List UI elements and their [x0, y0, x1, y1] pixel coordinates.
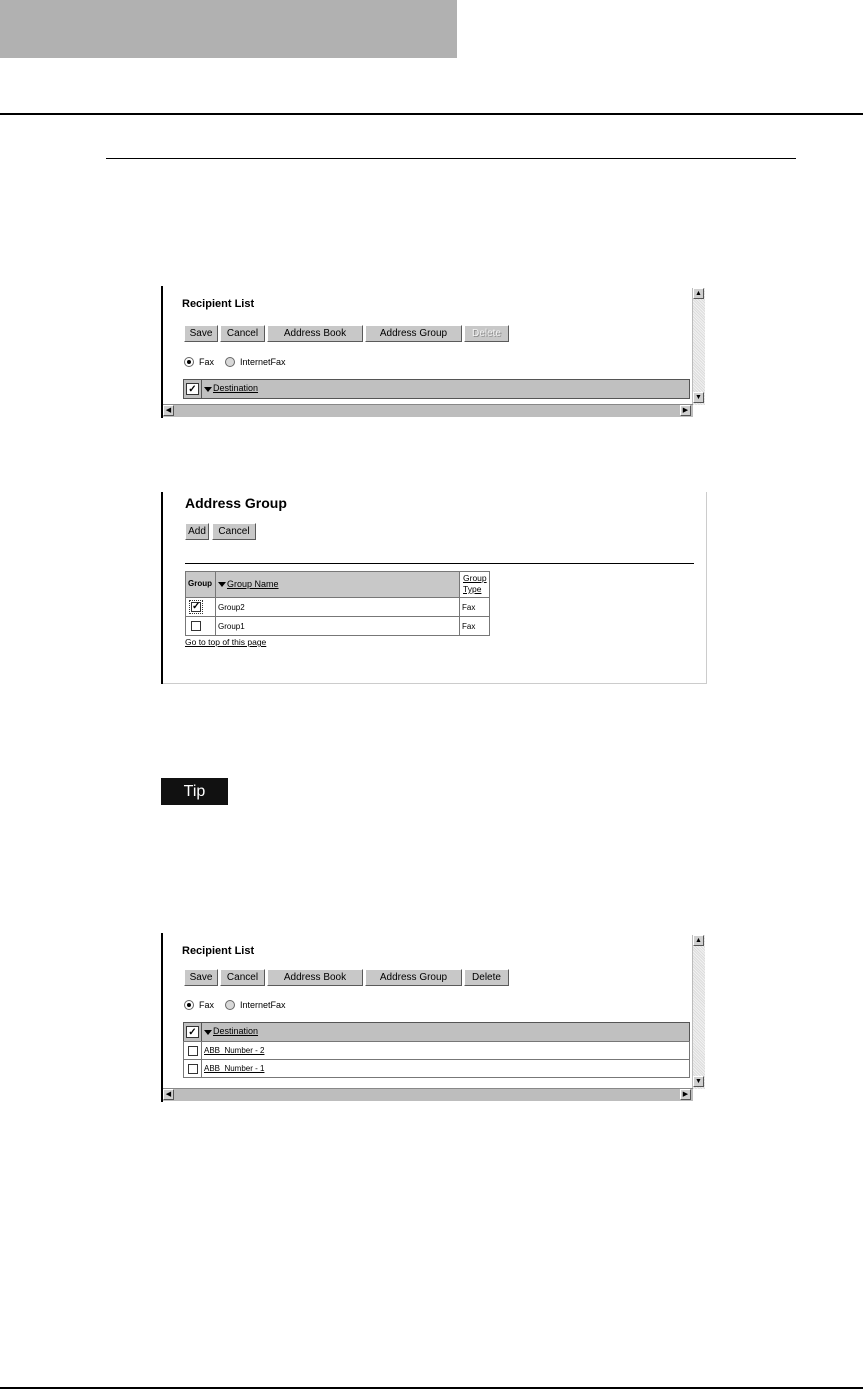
- recipient-list-title: Recipient List: [182, 945, 255, 957]
- cancel-button[interactable]: Cancel: [220, 969, 265, 986]
- group-type-label-line1: Group: [463, 573, 487, 583]
- column-divider: [201, 380, 202, 398]
- add-button[interactable]: Add: [185, 523, 209, 540]
- internetfax-radio-label: InternetFax: [240, 357, 286, 367]
- recipient-list-screenshot-2: [161, 933, 706, 1102]
- group-type-label-line2: Type: [463, 584, 482, 594]
- frame-left-border: [161, 933, 163, 1102]
- group2-checkbox[interactable]: ✓: [192, 601, 201, 612]
- footer-rule: [0, 1387, 863, 1389]
- save-button[interactable]: Save: [184, 969, 218, 986]
- row-destination-cell: [201, 1041, 690, 1060]
- row-name-cell: [215, 616, 460, 636]
- sort-desc-icon: [204, 387, 212, 392]
- scroll-left-icon[interactable]: ◀: [163, 405, 174, 416]
- row-destination-cell: [201, 1059, 690, 1078]
- delete-button[interactable]: Delete: [464, 325, 509, 342]
- sort-desc-icon: [204, 1030, 212, 1035]
- fax-radio[interactable]: [184, 1000, 194, 1010]
- cancel-button[interactable]: Cancel: [220, 325, 265, 342]
- fax-radio-label: Fax: [199, 1000, 215, 1010]
- group-col-header: [185, 571, 216, 598]
- group-type: Fax: [462, 603, 476, 612]
- internetfax-radio[interactable]: [225, 1000, 235, 1010]
- frame-left-border: [161, 492, 163, 684]
- address-book-button[interactable]: Address Book: [267, 325, 363, 342]
- row-checkbox-cell: [183, 1059, 202, 1078]
- column-divider: [201, 1023, 202, 1041]
- header-rule: [0, 113, 863, 115]
- group-type-col-header: [459, 571, 490, 598]
- destination-column-link[interactable]: Destination: [213, 383, 259, 393]
- scroll-right-icon[interactable]: ▶: [680, 405, 691, 416]
- recipient-list-title: Recipient List: [182, 298, 255, 310]
- delete-button[interactable]: Delete: [464, 969, 509, 986]
- internetfax-radio-label: InternetFax: [240, 1000, 286, 1010]
- group-name-column-link[interactable]: Group Name: [227, 579, 279, 589]
- address-group-button[interactable]: Address Group: [365, 969, 462, 986]
- scroll-up-icon[interactable]: ▲: [693, 288, 704, 299]
- recipient-list-screenshot-1: [161, 286, 706, 418]
- row-checkbox-cell: [185, 597, 216, 617]
- header-block: [0, 0, 457, 58]
- scroll-left-icon[interactable]: ◀: [163, 1089, 174, 1100]
- frame-left-border: [161, 286, 163, 418]
- row-type-cell: [459, 597, 490, 617]
- scroll-down-icon[interactable]: ▼: [693, 392, 704, 403]
- save-button[interactable]: Save: [184, 325, 218, 342]
- destination-header-row: [183, 379, 690, 399]
- group-col-label: Group: [188, 579, 212, 588]
- fax-radio-label: Fax: [199, 357, 215, 367]
- group-name-col-header: [215, 571, 460, 598]
- row-type-cell: [459, 616, 490, 636]
- horizontal-scrollbar[interactable]: [163, 1088, 693, 1101]
- address-group-screenshot: [161, 492, 707, 684]
- vertical-scrollbar[interactable]: [692, 935, 705, 1089]
- scroll-up-icon[interactable]: ▲: [693, 935, 704, 946]
- address-book-button[interactable]: Address Book: [267, 969, 363, 986]
- group-name: Group1: [218, 622, 245, 631]
- destination-header-row: [183, 1022, 690, 1042]
- vertical-scrollbar[interactable]: [692, 288, 705, 405]
- address-group-title: Address Group: [185, 495, 287, 511]
- destination-link[interactable]: ABB_Number - 1: [204, 1064, 265, 1073]
- go-to-top-link[interactable]: Go to top of this page: [185, 637, 267, 647]
- fax-radio[interactable]: [184, 357, 194, 367]
- horizontal-scrollbar[interactable]: [163, 404, 693, 417]
- section-divider: [185, 563, 694, 564]
- cancel-button[interactable]: Cancel: [212, 523, 256, 540]
- tip-badge: Tip: [161, 778, 228, 805]
- group-type: Fax: [462, 622, 476, 631]
- select-all-checkbox[interactable]: ✓: [186, 383, 199, 395]
- select-all-checkbox[interactable]: ✓: [186, 1026, 199, 1038]
- scroll-right-icon[interactable]: ▶: [680, 1089, 691, 1100]
- row-checkbox[interactable]: [188, 1064, 198, 1074]
- destination-link[interactable]: ABB_Number - 2: [204, 1046, 265, 1055]
- group-name: Group2: [218, 603, 245, 612]
- address-group-button[interactable]: Address Group: [365, 325, 462, 342]
- sort-desc-icon: [218, 582, 226, 587]
- scroll-down-icon[interactable]: ▼: [693, 1076, 704, 1087]
- row-checkbox-cell: [183, 1041, 202, 1060]
- row-checkbox-cell: [185, 616, 216, 636]
- row-checkbox[interactable]: [188, 1046, 198, 1056]
- section-rule: [106, 158, 796, 159]
- group1-checkbox[interactable]: [191, 621, 201, 631]
- group-type-column-link[interactable]: [463, 573, 487, 595]
- internetfax-radio[interactable]: [225, 357, 235, 367]
- row-name-cell: [215, 597, 460, 617]
- destination-column-link[interactable]: Destination: [213, 1026, 259, 1036]
